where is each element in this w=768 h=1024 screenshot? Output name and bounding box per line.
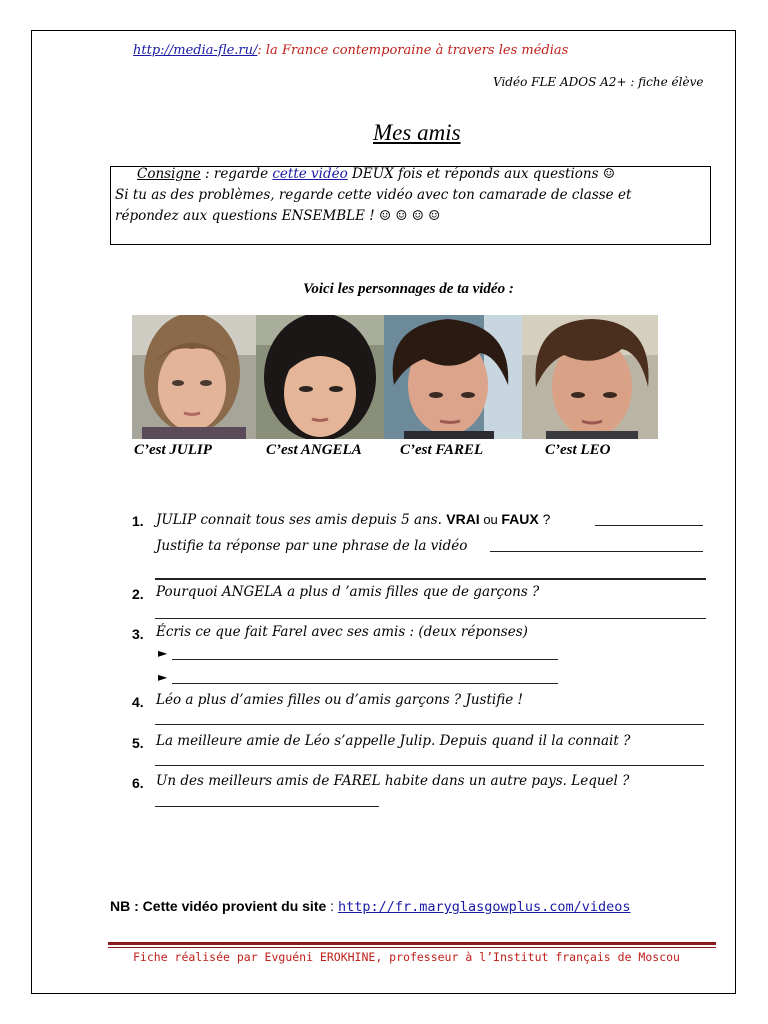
caption-farel: C’est FAREL: [400, 442, 484, 458]
faux-option[interactable]: FAUX: [501, 511, 539, 527]
instruction-text: : regarde: [200, 166, 273, 182]
instruction-line-1: [137, 166, 615, 182]
answer-line[interactable]: [595, 525, 703, 526]
question-5-number: 5.: [132, 735, 144, 751]
photo-angela: [256, 315, 384, 439]
question-1-justify: Justifie ta réponse par une phrase de la vidéo: [156, 538, 468, 554]
photo-julip: [132, 315, 256, 439]
consigne-label: Consigne: [137, 166, 201, 182]
answer-line[interactable]: [155, 618, 706, 619]
arrow-bullet-icon: ►: [158, 670, 168, 684]
answer-line[interactable]: [155, 806, 379, 807]
header-line: [133, 43, 568, 58]
ou-text: ou: [479, 512, 502, 527]
site-tagline: : la France contemporaine à travers les médias: [257, 43, 569, 58]
instruction-line-2: Si tu as des problèmes, regarde cette vidéo avec ton camarade de classe et: [115, 187, 632, 203]
question-1-number: 1.: [132, 513, 144, 529]
question-5-text: La meilleure amie de Léo s’appelle Julip. Depuis quand il la connait ?: [156, 733, 631, 749]
answer-line[interactable]: [172, 683, 558, 684]
question-4-text: Léo a plus d’amies filles ou d’amis garçons ? Justifie !: [156, 692, 523, 708]
instruction-text-2: DEUX fois et réponds aux questions ☺: [347, 166, 615, 182]
arrow-bullet-icon: ►: [158, 646, 168, 660]
answer-line[interactable]: [172, 659, 558, 660]
question-6-number: 6.: [132, 775, 144, 791]
answer-line[interactable]: [155, 765, 704, 766]
caption-angela: C’est ANGELA: [266, 442, 362, 458]
nb-text: : Cette vidéo provient du site: [130, 898, 327, 914]
question-6-text: Un des meilleurs amis de FAREL habite dans un autre pays. Lequel ?: [156, 773, 630, 789]
question-mark: ?: [538, 511, 551, 527]
question-1-statement: JULIP connait tous ses amis depuis 5 ans.: [156, 512, 447, 528]
footer-rule-thin: [108, 947, 716, 948]
question-2-number: 2.: [132, 586, 144, 602]
characters-heading: Voici les personnages de ta vidéo :: [303, 281, 514, 297]
worksheet-subtitle: Vidéo FLE ADOS A2+ : fiche élève: [493, 75, 704, 89]
question-1-text: [156, 511, 550, 528]
video-link[interactable]: cette vidéo: [272, 166, 348, 182]
question-4-number: 4.: [132, 694, 144, 710]
question-2-text: Pourquoi ANGELA a plus d ’amis filles que de garçons ?: [156, 584, 540, 600]
instruction-line-3: répondez aux questions ENSEMBLE ! ☺ ☺ ☺ ☺: [115, 208, 441, 224]
page-title: Mes amis: [373, 120, 461, 145]
nb-separator: :: [326, 898, 338, 914]
nb-line: [110, 898, 631, 915]
footer-rule-thick: [108, 942, 716, 945]
vrai-option[interactable]: VRAI: [446, 511, 480, 527]
question-3-number: 3.: [132, 626, 144, 642]
nb-label: NB: [110, 898, 131, 914]
question-3-text: Écris ce que fait Farel avec ses amis : (deux réponses): [156, 624, 528, 640]
site-link[interactable]: http://media-fle.ru/: [133, 43, 258, 58]
caption-julip: C’est JULIP: [134, 442, 212, 458]
answer-line[interactable]: [155, 578, 706, 580]
caption-leo: C’est LEO: [545, 442, 611, 458]
answer-line[interactable]: [490, 551, 703, 552]
photo-leo: [522, 315, 658, 439]
photo-farel: [384, 315, 522, 439]
answer-line[interactable]: [155, 724, 704, 725]
footer-credit: Fiche réalisée par Evguéni EROKHINE, professeur à l’Institut français de Moscou: [133, 950, 680, 964]
source-link[interactable]: http://fr.maryglasgowplus.com/videos: [337, 899, 631, 915]
